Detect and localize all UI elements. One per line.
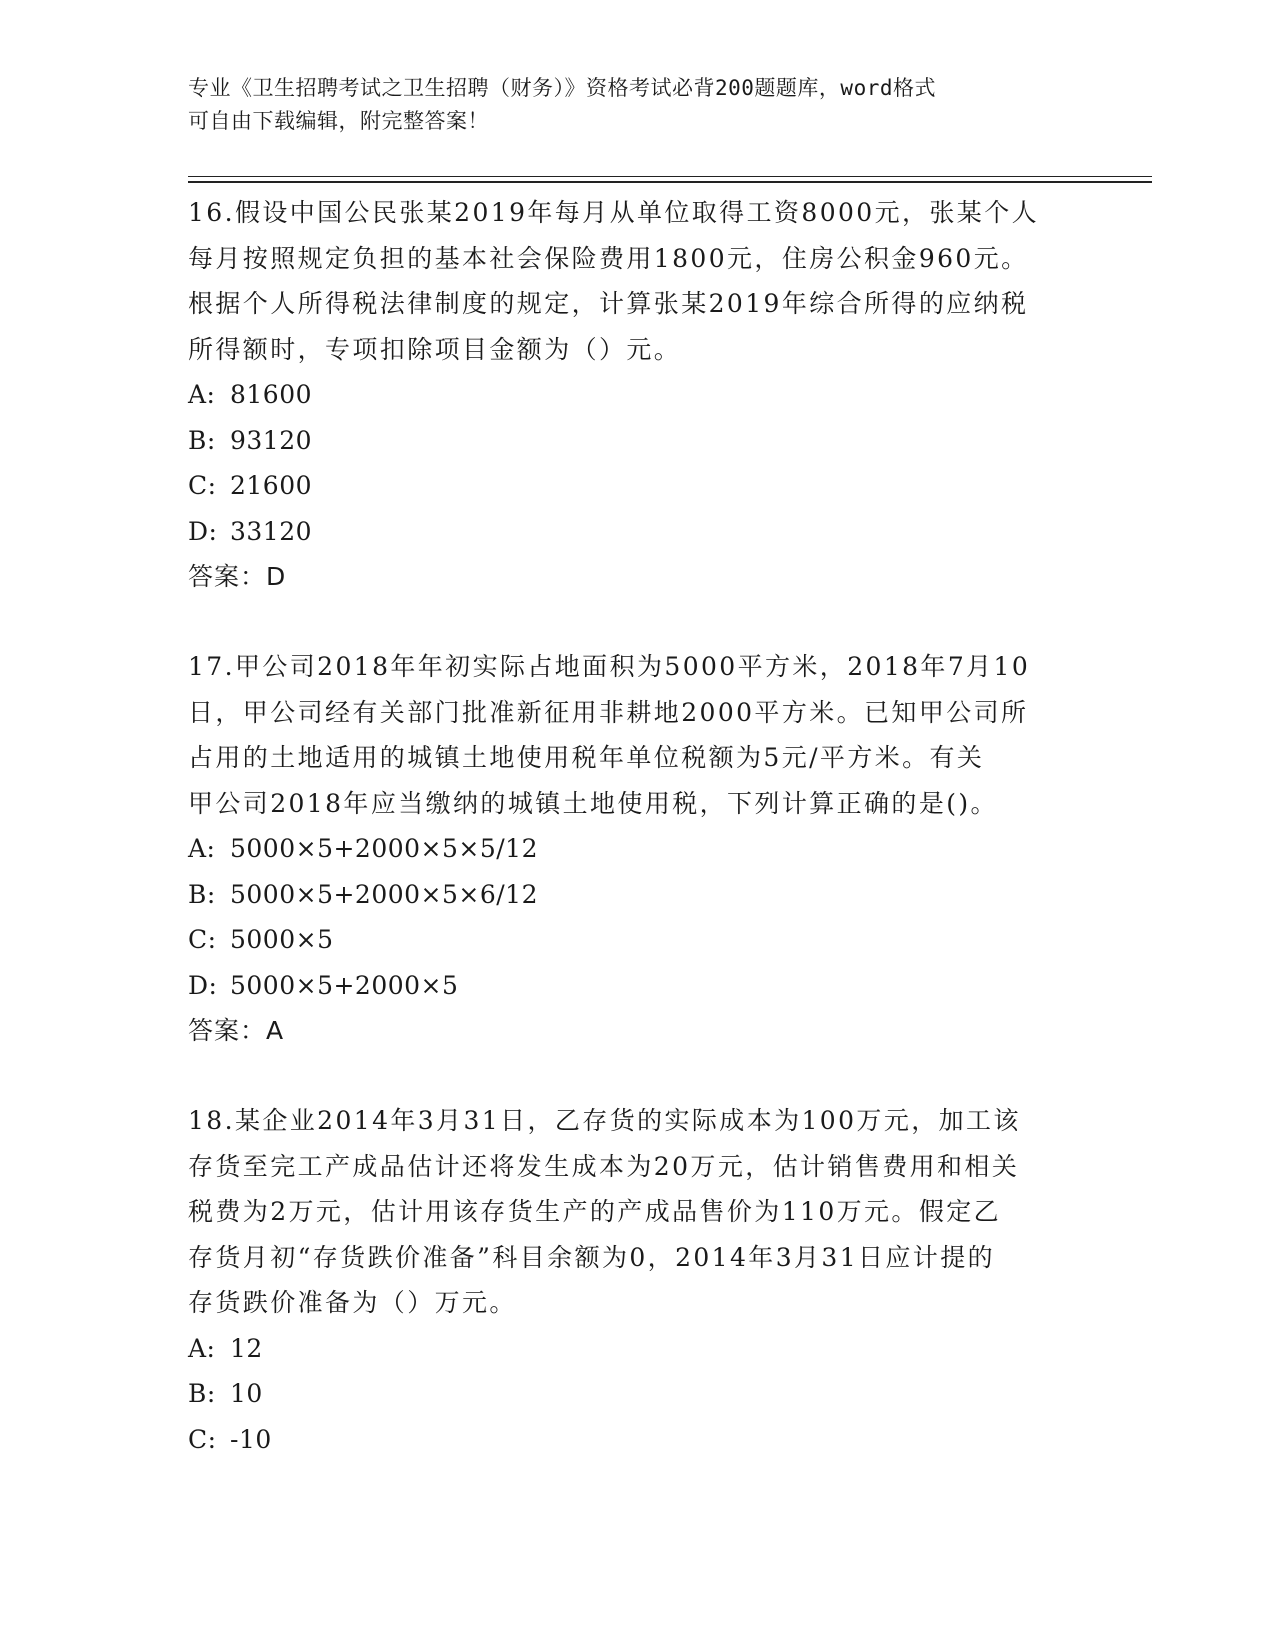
stem-line: 17.甲公司2018年年初实际占地面积为5000平方米，2018年7月10: [188, 652, 1031, 681]
option-key: C:: [188, 925, 217, 954]
stem-line: 甲公司2018年应当缴纳的城镇土地使用税，下列计算正确的是()。: [188, 788, 998, 818]
option-key: B:: [188, 1379, 216, 1408]
stem-line: 占用的土地适用的城镇土地使用税年单位税额为5元/平方米。有关: [188, 743, 985, 772]
header-divider: [188, 181, 1152, 183]
answer-line: 答案：A: [188, 1016, 285, 1045]
option-key: B:: [188, 425, 216, 455]
question-stem: [188, 190, 1068, 372]
option-b: [188, 418, 1068, 464]
question-18: [188, 1098, 1068, 1462]
stem-line: 税费为2万元，估计用该存货生产的产成品售价为110万元。假定乙: [188, 1197, 1002, 1226]
option-a: [188, 826, 1068, 872]
option-text: 21600: [230, 471, 313, 500]
header-divider: [188, 176, 1152, 177]
stem-line: 所得额时，专项扣除项目金额为（）元。: [188, 334, 682, 364]
option-text: -10: [230, 1424, 272, 1454]
header-line: 专业《卫生招聘考试之卫生招聘（财务）》资格考试必背200题题库，word格式: [188, 76, 936, 100]
option-key: D:: [188, 970, 218, 1000]
stem-line: 根据个人所得税法律制度的规定，计算张某2019年综合所得的应纳税: [188, 289, 1029, 318]
question-stem: [188, 644, 1068, 826]
option-text: 33120: [230, 516, 313, 546]
option-key: D:: [188, 516, 218, 546]
stem-line: 18.某企业2014年3月31日，乙存货的实际成本为100万元，加工该: [188, 1106, 1021, 1135]
stem-line: 存货跌价准备为（）万元。: [188, 1288, 517, 1317]
question-17: [188, 644, 1068, 1054]
option-d: [188, 963, 1068, 1009]
option-b: [188, 1371, 1068, 1417]
option-key: B:: [188, 879, 216, 909]
option-c: [188, 463, 1068, 509]
option-d: [188, 509, 1068, 555]
stem-line: 存货月初“存货跌价准备”科目余额为0，2014年3月31日应计提的: [188, 1242, 996, 1272]
option-a: [188, 1326, 1068, 1372]
option-a: [188, 372, 1068, 418]
question-16: [188, 190, 1068, 600]
option-text: 5000×5+2000×5×6/12: [230, 879, 538, 909]
document-header: [188, 72, 1088, 138]
option-key: A:: [188, 834, 216, 863]
question-stem: [188, 1098, 1068, 1326]
option-text: 5000×5+2000×5×5/12: [230, 834, 538, 863]
option-text: 10: [230, 1379, 263, 1408]
stem-line: 日，甲公司经有关部门批准新征用非耕地2000平方米。已知甲公司所: [188, 697, 1029, 727]
option-text: 81600: [230, 380, 313, 409]
option-b: [188, 872, 1068, 918]
option-text: 12: [230, 1333, 263, 1363]
option-c: [188, 917, 1068, 963]
stem-line: 存货至完工产成品估计还将发生成本为20万元，估计销售费用和相关: [188, 1151, 1020, 1181]
header-line: 可自由下载编辑，附完整答案！: [188, 109, 489, 133]
option-c: [188, 1417, 1068, 1463]
option-key: A:: [188, 1333, 216, 1363]
stem-line: 16.假设中国公民张某2019年每月从单位取得工资8000元，张某个人: [188, 198, 1040, 227]
option-key: A:: [188, 380, 216, 409]
option-text: 5000×5+2000×5: [230, 970, 459, 1000]
option-text: 93120: [230, 425, 313, 455]
stem-line: 每月按照规定负担的基本社会保险费用1800元，住房公积金960元。: [188, 243, 1029, 273]
option-key: C:: [188, 1424, 217, 1454]
answer-line: 答案：D: [188, 562, 287, 591]
option-text: 5000×5: [230, 925, 334, 954]
option-key: C:: [188, 471, 217, 500]
